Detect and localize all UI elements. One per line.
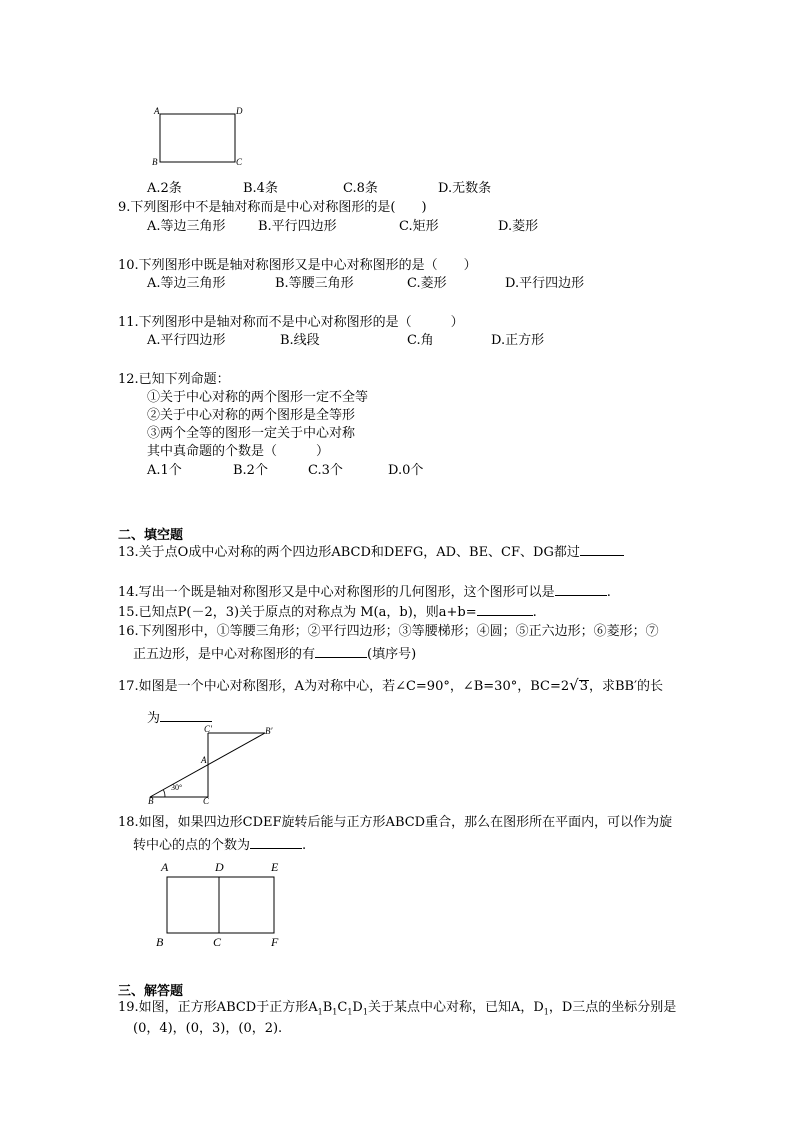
subscript: 1 <box>317 1007 323 1017</box>
subscript: 1 <box>332 1007 338 1017</box>
vertex-label-c: C <box>203 796 210 806</box>
q9-option-d: D.菱形 <box>498 219 539 234</box>
q13-stem: 13.关于点O成中心对称的两个四边形ABCD和DEFG，AD、BE、CF、DG都过 <box>118 545 580 560</box>
q16-line-1: 16.下列图形中，①等腰三角形；②平行四边形；③等腰梯形；④圆；⑤正六边形；⑥菱形；⑦ <box>118 624 659 639</box>
q9-option-c: C.矩形 <box>399 219 439 234</box>
q10-option-c: C.菱形 <box>407 276 447 291</box>
q19-stem-part: 19.如图，正方形ABCD于正方形A <box>118 1000 318 1015</box>
q17-stem-end: ，求BB′的长 <box>588 679 664 694</box>
section-heading-answers: 三、解答题 <box>118 984 184 999</box>
q9-option-a: A.等边三角形 <box>147 219 226 234</box>
rectangle-figure <box>150 104 250 170</box>
vertex-label-e: E <box>271 860 279 874</box>
q17-answer-prefix: 为 <box>147 711 161 726</box>
subscript: 1 <box>362 1007 368 1017</box>
q16-stem-end: 正五边形，是中心对称图形的有 <box>133 647 316 662</box>
sqrt-radicand: 3 <box>579 679 588 694</box>
q17-line-1 <box>118 677 663 695</box>
vertex-label-b-prime: B′ <box>265 726 273 736</box>
q10-option-a: A.等边三角形 <box>147 276 226 291</box>
q12-option-a: A.1个 <box>147 463 182 478</box>
q11-option-d: D.正方形 <box>491 333 545 348</box>
q19-stem-part: D <box>352 1000 363 1015</box>
q19-stem-part: B <box>322 1000 333 1015</box>
q17-stem: 17.如图是一个中心对称图形，A为对称中心，若∠C=90°，∠B=30°，BC=2 <box>118 679 570 694</box>
q12-proposition-3: ③两个全等的图形一定关于中心对称 <box>147 426 356 441</box>
subscript: 1 <box>347 1007 353 1017</box>
q8-option-c: C.8条 <box>343 181 378 196</box>
vertex-label-b: B <box>148 796 154 806</box>
q9-stem: 9.下列图形中不是轴对称而是中心对称图形的是( ) <box>118 200 427 215</box>
angle-label-30: 30° <box>171 783 183 792</box>
vertex-label-a: A <box>201 755 207 765</box>
q10-stem: 10.下列图形中既是轴对称图形又是中心对称图形的是（ ） <box>118 258 477 273</box>
q19-stem-part: C <box>337 1000 348 1015</box>
q16-note: (填序号) <box>367 647 417 662</box>
q11-stem: 11.下列图形中是轴对称而不是中心对称图形的是（ ） <box>118 315 464 330</box>
q9-option-b: B.平行四边形 <box>258 219 337 234</box>
vertex-label-f: F <box>271 935 279 949</box>
q8-option-b: B.4条 <box>243 181 278 196</box>
answer-blank[interactable] <box>160 709 212 722</box>
q18-period: . <box>302 838 307 853</box>
q19-stem-part: 关于某点中心对称，已知A，D <box>367 1000 544 1015</box>
q10-option-b: B.等腰三角形 <box>275 276 354 291</box>
q12-proposition-2: ②关于中心对称的两个图形是全等形 <box>147 408 356 423</box>
answer-blank[interactable] <box>555 583 607 596</box>
answer-blank[interactable] <box>580 543 624 556</box>
q11-option-b: B.线段 <box>280 333 320 348</box>
q12-proposition-1: ①关于中心对称的两个图形一定不全等 <box>147 390 369 405</box>
q13-text <box>118 543 624 561</box>
q12-option-b: B.2个 <box>233 463 268 478</box>
q15-period: . <box>532 605 537 620</box>
vertex-label-a: A <box>154 106 160 116</box>
q18-line-1: 18.如图，如果四边形CDEF旋转后能与正方形ABCD重合，那么在图形所在平面内，可以作为旋 <box>118 815 673 830</box>
q11-option-c: C.角 <box>407 333 434 348</box>
q12-option-d: D.0个 <box>388 463 424 478</box>
q15-text <box>118 603 537 621</box>
squares-figure <box>160 870 280 940</box>
q12-option-c: C.3个 <box>308 463 343 478</box>
vertex-label-c-prime: C′ <box>204 724 212 734</box>
q14-text <box>118 583 611 601</box>
subscript: 1 <box>543 1007 549 1017</box>
q11-option-a: A.平行四边形 <box>147 333 226 348</box>
vertex-label-b: B <box>156 935 164 949</box>
sqrt-sign: √ <box>569 676 579 694</box>
q12-stem: 12.已知下列命题： <box>118 372 230 387</box>
triangle-figure <box>150 725 280 805</box>
q16-line-2 <box>133 645 416 663</box>
q19-line-2: (0，4)，(0，3)，(0，2). <box>133 1021 283 1036</box>
vertex-label-c: C <box>236 157 243 167</box>
vertex-label-a: A <box>161 860 169 874</box>
q15-stem: 15.已知点P(－2，3)关于原点的对称点为 M(a，b)，则a+b= <box>118 605 477 620</box>
section-heading-fill-in: 二、填空题 <box>118 528 184 543</box>
q19-stem-part: ，D三点的坐标分别是 <box>548 1000 677 1015</box>
q14-period: . <box>606 585 611 600</box>
vertex-label-c: C <box>213 935 222 949</box>
q8-option-d: D.无数条 <box>438 181 492 196</box>
q12-question: 其中真命题的个数是（ ） <box>147 444 330 459</box>
q10-option-d: D.平行四边形 <box>505 276 585 291</box>
q19-line-1 <box>118 1000 676 1021</box>
vertex-label-b: B <box>152 157 158 167</box>
answer-blank[interactable] <box>315 645 367 658</box>
q18-stem-end: 转中心的点的个数为 <box>133 838 251 853</box>
vertex-label-d: D <box>236 106 243 116</box>
q14-stem: 14.写出一个既是轴对称图形又是中心对称图形的几何图形，这个图形可以是 <box>118 585 555 600</box>
q18-line-2 <box>133 836 306 854</box>
q8-option-a: A.2条 <box>147 181 182 196</box>
answer-blank[interactable] <box>477 603 533 616</box>
answer-blank[interactable] <box>250 836 302 849</box>
vertex-label-d: D <box>215 860 224 874</box>
